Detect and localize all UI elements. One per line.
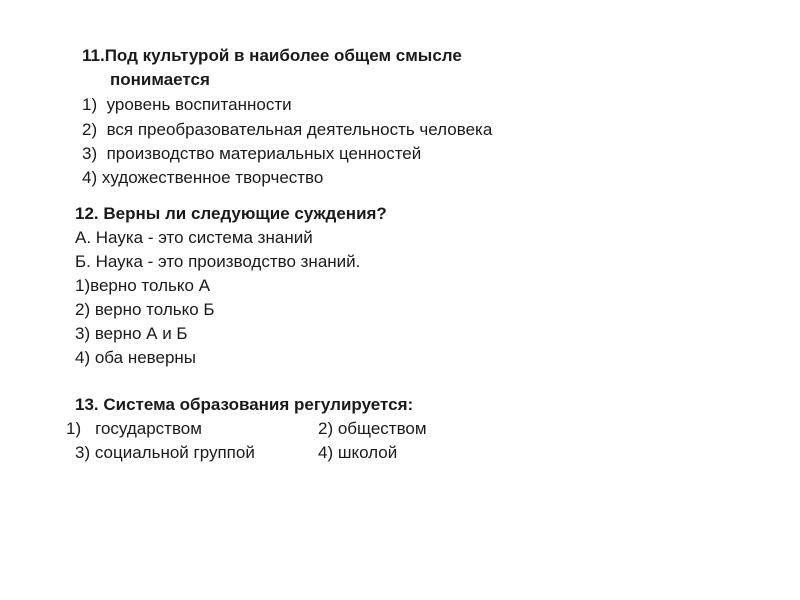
option-number: 3) <box>82 144 98 163</box>
question-12-option-1: 1)верно только А <box>75 276 211 295</box>
question-11-option-4 <box>82 167 323 189</box>
option-text: вся преобразовательная деятельность человека <box>106 120 493 139</box>
option-number: 4) <box>82 168 98 187</box>
option-text: художественное творчество <box>101 168 324 187</box>
question-11-title-line1: 11.Под культурой в наиболее общем смысле <box>82 46 462 65</box>
question-12-title: 12. Верны ли следующие суждения? <box>75 204 387 223</box>
question-12-option-3: 3) верно А и Б <box>75 324 188 343</box>
option-number: 1) <box>66 419 82 438</box>
question-11-option-2 <box>82 119 492 141</box>
question-12-option-2: 2) верно только Б <box>75 300 215 319</box>
question-12-statement-b: Б. Наука - это производство знаний. <box>75 252 361 271</box>
question-13-title: 13. Система образования регулируется: <box>75 395 414 414</box>
question-11-title-line2: понимается <box>110 70 210 89</box>
question-13-option-1 <box>66 418 202 440</box>
question-13-option-2: 2) обществом <box>318 419 427 438</box>
option-number: 1) <box>82 95 98 114</box>
option-number: 2) <box>82 120 98 139</box>
question-13-option-4: 4) школой <box>318 443 398 462</box>
option-text: государством <box>95 419 202 438</box>
option-text: производство материальных ценностей <box>106 144 422 163</box>
question-12-option-4: 4) оба неверны <box>75 348 197 367</box>
question-11-option-1 <box>82 94 292 116</box>
option-text: уровень воспитанности <box>106 95 292 114</box>
question-11-option-3 <box>82 143 421 165</box>
question-13-option-3: 3) социальной группой <box>75 443 255 462</box>
question-12-statement-a: А. Наука - это система знаний <box>75 228 313 247</box>
